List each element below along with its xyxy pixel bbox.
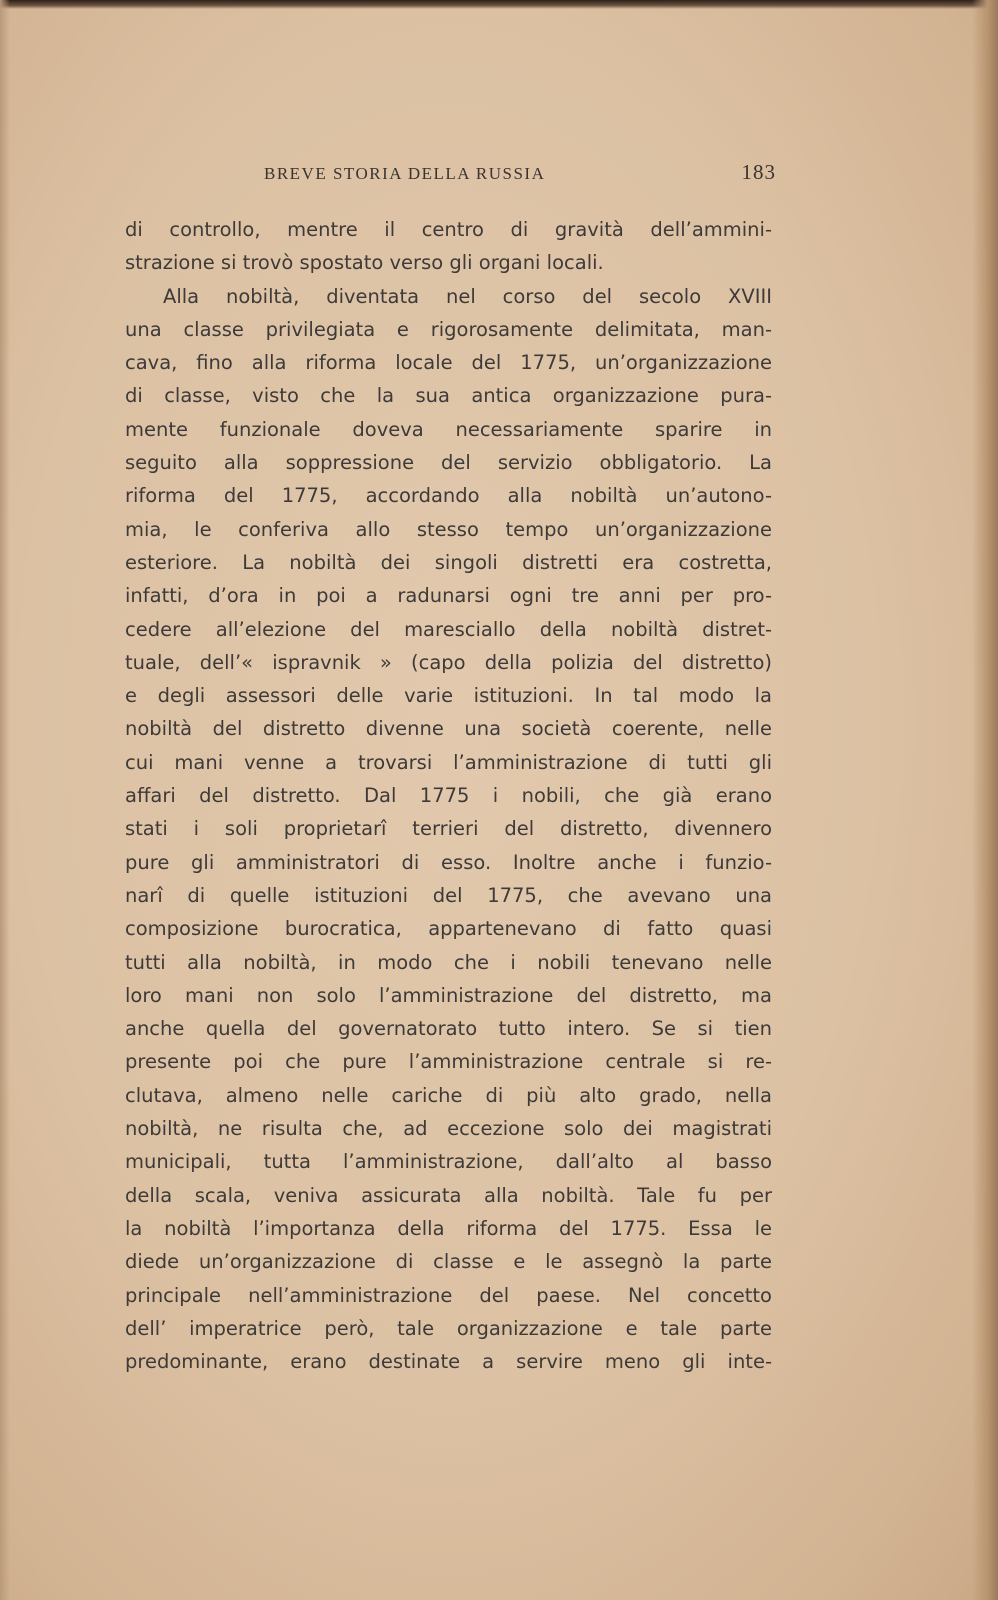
text-line: principale nell’amministrazione del paese. Nel concetto: [125, 1283, 772, 1307]
body-text: [125, 213, 772, 1378]
text-line: una classe privilegiata e rigorosamente delimitata, man-: [125, 317, 772, 341]
text-line: di classe, visto che la sua antica organizzazione pura-: [125, 384, 772, 408]
page-number: 183: [741, 160, 776, 184]
page-top-edge: [0, 0, 998, 9]
text-line: affari del distretto. Dal 1775 i nobili, che già erano: [125, 784, 772, 808]
text-line: strazione si trovò spostato verso gli organi locali.: [125, 251, 604, 275]
text-line: nobiltà, ne risulta che, ad eccezione solo dei magistrati: [125, 1117, 772, 1141]
text-line: infatti, d’ora in poi a radunarsi ogni tre anni per pro-: [125, 584, 772, 608]
text-line: cava, fino alla riforma locale del 1775, un’organizzazione: [125, 351, 772, 375]
text-line: di controllo, mentre il centro di gravità dell’ammini-: [125, 218, 772, 241]
text-line: cedere all’elezione del maresciallo della nobiltà distret-: [125, 617, 772, 641]
text-line: mente funzionale doveva necessariamente sparire in: [125, 417, 772, 441]
text-line: la nobiltà l’importanza della riforma del 1775. Essa le: [125, 1216, 772, 1240]
text-line: diede un’organizzazione di classe e le assegnò la parte: [125, 1250, 772, 1274]
text-line: pure gli amministratori di esso. Inoltre anche i funzio-: [125, 850, 772, 874]
text-line: predominante, erano destinate a servire meno gli inte-: [125, 1350, 772, 1374]
text-line: nobiltà del distretto divenne una società coerente, nelle: [125, 717, 772, 741]
text-line: della scala, veniva assicurata alla nobiltà. Tale fu per: [125, 1183, 772, 1207]
text-line: mia, le conferiva allo stesso tempo un’organizzazione: [125, 517, 772, 541]
text-line: dell’ imperatrice però, tale organizzazione e tale parte: [125, 1316, 772, 1340]
text-line: e degli assessori delle varie istituzioni. In tal modo la: [125, 684, 772, 708]
text-line: riforma del 1775, accordando alla nobiltà un’autono-: [125, 484, 772, 508]
text-line: narî di quelle istituzioni del 1775, che avevano una: [125, 883, 772, 907]
running-title: BREVE STORIA DELLA RUSSIA: [264, 164, 546, 183]
text-line: tuale, dell’« ispravnik » (capo della polizia del distretto): [125, 650, 772, 674]
text-line: anche quella del governatorato tutto intero. Se si tien: [125, 1017, 772, 1041]
text-line: presente poi che pure l’amministrazione centrale si re-: [125, 1050, 772, 1074]
text-line: clutava, almeno nelle cariche di più alto grado, nella: [125, 1083, 772, 1107]
text-line: stati i soli proprietarî terrieri del distretto, divennero: [125, 817, 772, 841]
page-left-edge: [0, 0, 10, 1600]
text-line: cui mani venne a trovarsi l’amministrazione di tutti gli: [125, 750, 772, 774]
text-line: municipali, tutta l’amministrazione, dall’alto al basso: [125, 1150, 772, 1174]
text-line: composizione burocratica, appartenevano di fatto quasi: [125, 917, 772, 941]
text-line: tutti alla nobiltà, in modo che i nobili tenevano nelle: [125, 950, 772, 974]
text-line: Alla nobiltà, diventata nel corso del secolo XVIII: [163, 284, 772, 308]
page-right-edge: [972, 0, 998, 1600]
text-line: esteriore. La nobiltà dei singoli distretti era costretta,: [125, 550, 772, 574]
page-header: [264, 160, 776, 192]
text-line: seguito alla soppressione del servizio obbligatorio. La: [125, 451, 772, 475]
text-line: loro mani non solo l’amministrazione del distretto, ma: [125, 983, 772, 1007]
